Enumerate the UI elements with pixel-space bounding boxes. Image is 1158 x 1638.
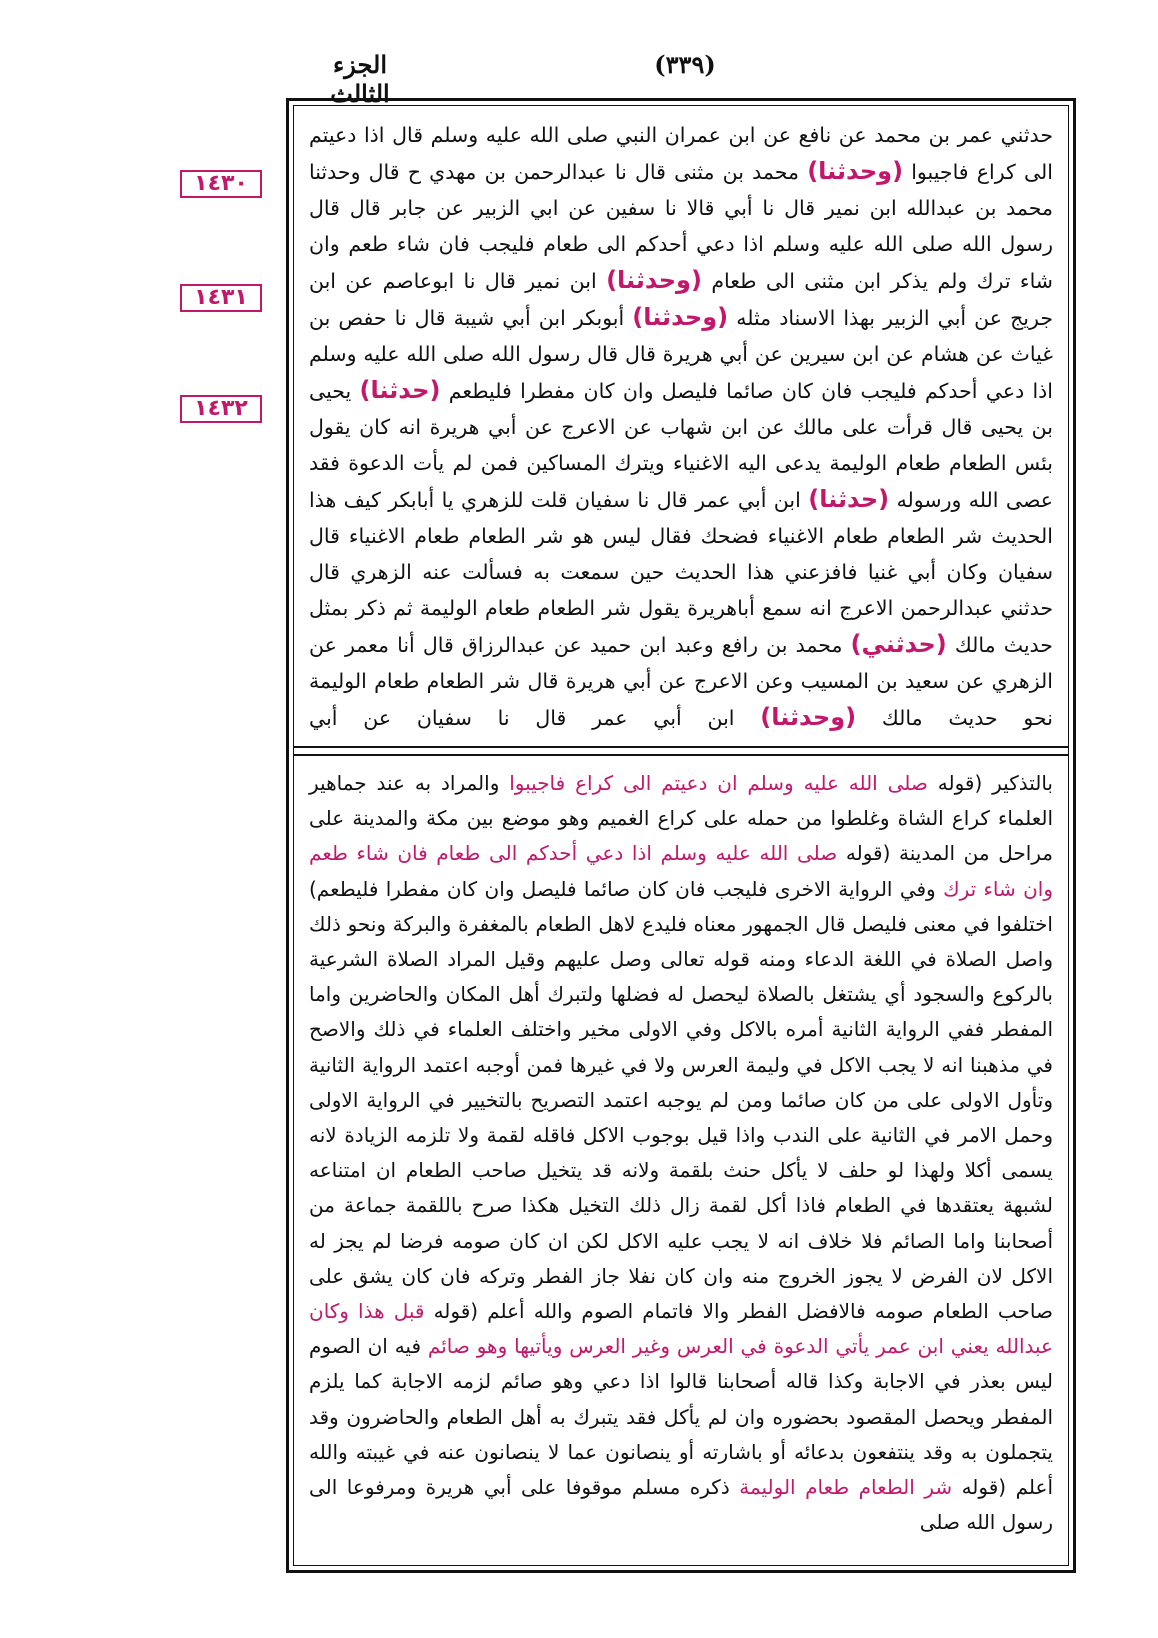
commentary-segment: بالتذكير (قوله — [937, 771, 1054, 795]
hadith-segment: حدثني عمر بن محمد عن نافع عن ابن عمران النبي صلى الله عليه وسلم قال اذا دعيتم الى كراع فاجيبوا — [309, 123, 1053, 184]
hadith-number-3: ١٤٣٢ — [180, 395, 262, 423]
narration-keyword: (وحدثنا) — [606, 266, 702, 294]
page-number: (٣٣٩) — [654, 50, 716, 79]
commentary-paragraph — [309, 766, 1053, 1540]
hadith-segment: ابن أبي عمر قال نا سفيان عن أبي — [309, 706, 735, 730]
hadith-text — [309, 117, 1053, 737]
commentary-text — [309, 766, 1053, 1566]
narration-keyword: (حدثنا) — [359, 376, 441, 404]
commentary-segment: ذكره مسلم موقوفا على أبي هريرة ومرفوعا الى رسول الله صلى — [309, 1475, 1053, 1535]
narration-keyword: (وحدثنا) — [807, 157, 904, 185]
hadith-segment: ابن أبي عمر قال نا سفيان قلت للزهري يا أبابكر كيف هذا الحديث شر الطعام طعام الاغنياء فضحك فقال ليس هو شر الطعام طعام الاغنياء قال سفيان وكان أبي غنيا فافزعني هذا الحديث حين سمعت به فسألت عنه الزهري قال حدثني عبدالرحمن الاعرج انه سمع أباهريرة يقول شر الطعام طعام الوليمة ثم ذكر بمثل حديث مالك — [309, 488, 1053, 657]
hadith-number-1: ١٤٣٠ — [180, 170, 262, 198]
running-title: الجزء الثالث — [330, 50, 390, 108]
narration-keyword: (حدثنا) — [808, 485, 890, 513]
commentary-segment: وفي الرواية الاخرى فليجب فان كان صائما فليصل وان كان مفطرا فليطعم) اختلفوا في معنى فليصل قال الجمهور معناه فليدع لاهل الطعام بالمغفرة والبركة ونحو ذلك واصل الصلاة في اللغة الدعاء ومنه قوله تعالى وصل عليهم وقيل المراد الصلاة الشرعية بالركوع والسجود أي يشتغل بالصلاة ليحصل له فضلها ولتبرك أهل المكان والحاضرين واما المفطر ففي الرواية الثانية أمره بالاكل وفي الاولى مخير واختلف العلماء في ذلك والاصح في مذهبنا انه لا يجب الاكل في وليمة العرس ولا في غيرها فمن أوجبه اعتمد الرواية الثانية وتأول الاولى على من كان صائما ومن لم يوجبه اعتمد التصريح بالتخيير في الرواية الاولى وحمل الامر في الثانية على الندب واذا قيل بوجوب الاكل فاقله لقمة ولا تلزمه الزيادة لانه يسمى أكلا ولهذا لو حلف لا يأكل حنث بلقمة ولانه قد يتخيل صاحب الطعام ان امتناعه لشبهة يعتقدها في الطعام فاذا أكل لقمة زال ذلك التخيل هكذا صرح باللقمة جماعة من أصحابنا واما الصائم فلا خلاف انه لا يجب عليه الاكل لكن ان كان صومه فرضا لم يجز له الاكل لان الفرض لا يجوز الخروج منه وان كان نفلا جاز الفطر وتركه فان كان يشق على صاحب الطعام صومه فالافضل الفطر والا فاتمام الصوم والله أعلم (قوله — [309, 876, 1053, 1324]
commentary-segment: والمراد به عند جماهير العلماء كراع الشاة وغلطوا من حمله على كراع الغميم وهو موضع بين مكة والمدينة على مراحل من المدينة (قوله — [309, 771, 1054, 866]
hadith-segment: يحيى بن يحيى قال قرأت على مالك عن ابن شهاب عن الاعرج عن أبي هريرة انه كان يقول بئس الطعام طعام الوليمة يدعى اليه الاغنياء ويترك المساكين فمن لم يأت الدعوة فقد عصى الله ورسوله — [309, 379, 1053, 512]
hadith-segment: أبوبكر ابن أبي شيبة قال نا حفص بن غياث عن هشام عن ابن سيرين عن أبي هريرة قال قال رسول الله صلى الله عليه وسلم اذا دعي أحدكم فليجب فان كان صائما فليصل وان كان مفطرا فليطعم — [309, 306, 1053, 403]
commentary-segment: فيه ان الصوم ليس بعذر في الاجابة وكذا قاله أصحابنا قالوا اذا دعي وهو صائم لزمه الاجابة كما يلزم المفطر ويحصل المقصود بحضوره وان لم يأكل فقد يتبرك به أهل الطعام والحاضرون وقد يتجملون به وقد ينتفعون بدعائه أو باشارته أو ينصانون عما لا ينصانون عنه في غيبته والله أعلم (قوله — [309, 1334, 1053, 1500]
section-divider — [293, 746, 1069, 756]
hadith-segment: محمد بن مثنى قال نا عبدالرحمن بن مهدي ح قال وحدثنا محمد بن عبدالله ابن نمير قال نا أبي قالا نا سفين عن ابي الزبير عن جابر قال قال رسول الله صلى الله عليه وسلم اذا دعي أحدكم الى طعام فليجب فان شاء طعم وان شاء ترك ولم يذكر ابن مثنى الى طعام — [309, 160, 1053, 293]
hadith-segment: ابن نمير قال نا ابوعاصم عن ابن جريج عن أبي الزبير بهذا الاسناد مثله — [309, 269, 1053, 330]
quoted-hadith: صلى الله عليه وسلم اذا دعي أحدكم الى طعام فان شاء طعم وان شاء ترك — [309, 841, 1054, 901]
quoted-hadith: قبل هذا وكان عبدالله يعني ابن عمر يأتي الدعوة في العرس وغير العرس ويأتيها وهو صائم — [309, 1299, 1053, 1359]
hadith-segment: محمد بن رافع وعبد ابن حميد عن عبدالرزاق قال أنا معمر عن الزهري عن سعيد بن المسيب وعن الاعرج عن أبي هريرة قال شر الطعام طعام الوليمة نحو حديث مالك — [309, 633, 1053, 730]
hadith-number-2: ١٤٣١ — [180, 284, 262, 312]
quoted-hadith: صلى الله عليه وسلم ان دعيتم الى كراع فاجيبوا — [509, 771, 928, 795]
narration-keyword: (حدثني) — [850, 630, 947, 658]
quoted-hadith: شر الطعام طعام الوليمة — [739, 1475, 953, 1500]
narration-keyword: (وحدثنا) — [760, 703, 857, 731]
narration-keyword: (وحدثنا) — [632, 303, 729, 331]
page-frame — [286, 98, 1076, 1573]
